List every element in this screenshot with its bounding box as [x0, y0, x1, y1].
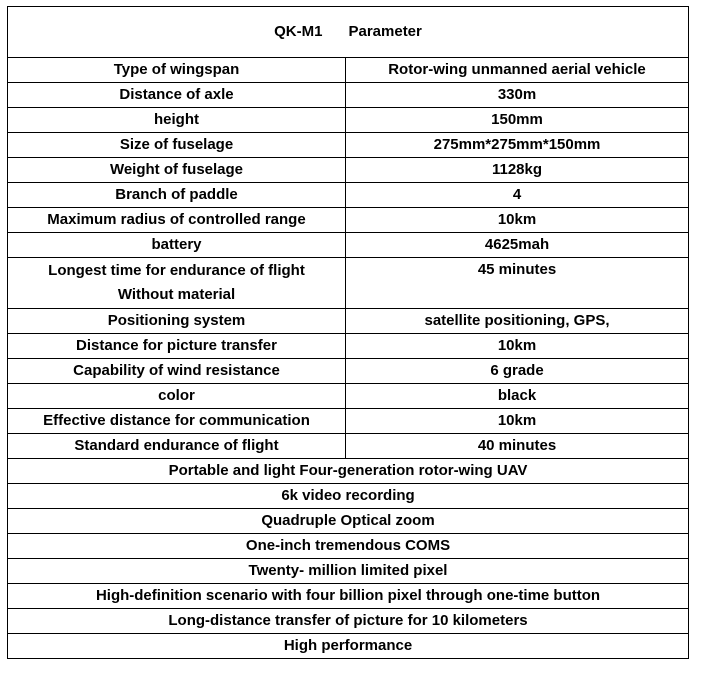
feature-text: 6k video recording [8, 484, 689, 509]
param-value: satellite positioning, GPS, [346, 309, 689, 334]
param-name: Capability of wind resistance [8, 359, 346, 384]
table-row [8, 108, 689, 133]
feature-text: High performance [8, 634, 689, 659]
param-name: Effective distance for communication [8, 409, 346, 434]
feature-row [8, 509, 689, 534]
param-name: Type of wingspan [8, 58, 346, 83]
title-label: Parameter [348, 23, 422, 40]
param-value: 330m [346, 83, 689, 108]
table-row [8, 309, 689, 334]
table-row [8, 233, 689, 258]
param-name [8, 258, 346, 309]
param-name: height [8, 108, 346, 133]
param-name: color [8, 384, 346, 409]
feature-row [8, 559, 689, 584]
param-name: Branch of paddle [8, 183, 346, 208]
table-row [8, 158, 689, 183]
param-name-line1: Longest time for endurance of flight [48, 262, 305, 279]
feature-row [8, 609, 689, 634]
param-value: 40 minutes [346, 434, 689, 459]
feature-row [8, 584, 689, 609]
feature-row [8, 534, 689, 559]
title-row [8, 7, 689, 58]
table-title [8, 7, 689, 58]
table-row [8, 434, 689, 459]
feature-text: Quadruple Optical zoom [8, 509, 689, 534]
table-row [8, 83, 689, 108]
param-name: Maximum radius of controlled range [8, 208, 346, 233]
param-value: black [346, 384, 689, 409]
param-value: 4 [346, 183, 689, 208]
feature-row [8, 459, 689, 484]
table-row [8, 208, 689, 233]
table-row [8, 359, 689, 384]
param-name: Positioning system [8, 309, 346, 334]
feature-text: One-inch tremendous COMS [8, 534, 689, 559]
param-value: 10km [346, 334, 689, 359]
param-name: Size of fuselage [8, 133, 346, 158]
table-row [8, 133, 689, 158]
table-row [8, 183, 689, 208]
table-row [8, 258, 689, 309]
feature-text: High-definition scenario with four billion pixel through one-time button [8, 584, 689, 609]
model-name: QK-M1 [274, 23, 323, 40]
table-row [8, 334, 689, 359]
param-value: 4625mah [346, 233, 689, 258]
table-row [8, 409, 689, 434]
param-name: Weight of fuselage [8, 158, 346, 183]
param-value: 1128kg [346, 158, 689, 183]
param-value: 275mm*275mm*150mm [346, 133, 689, 158]
table-row [8, 58, 689, 83]
feature-row [8, 484, 689, 509]
param-name: Distance for picture transfer [8, 334, 346, 359]
param-name: Standard endurance of flight [8, 434, 346, 459]
param-name: battery [8, 233, 346, 258]
feature-text: Twenty- million limited pixel [8, 559, 689, 584]
feature-row [8, 634, 689, 659]
param-value: 45 minutes [346, 258, 689, 309]
feature-text: Portable and light Four-generation rotor-wing UAV [8, 459, 689, 484]
param-name-line2: Without material [117, 286, 236, 303]
param-value: 150mm [346, 108, 689, 133]
param-name: Distance of axle [8, 83, 346, 108]
param-value: 6 grade [346, 359, 689, 384]
parameter-table [7, 6, 689, 659]
feature-text: Long-distance transfer of picture for 10 kilometers [8, 609, 689, 634]
param-value: 10km [346, 208, 689, 233]
table-row [8, 384, 689, 409]
param-value: 10km [346, 409, 689, 434]
param-value: Rotor-wing unmanned aerial vehicle [346, 58, 689, 83]
